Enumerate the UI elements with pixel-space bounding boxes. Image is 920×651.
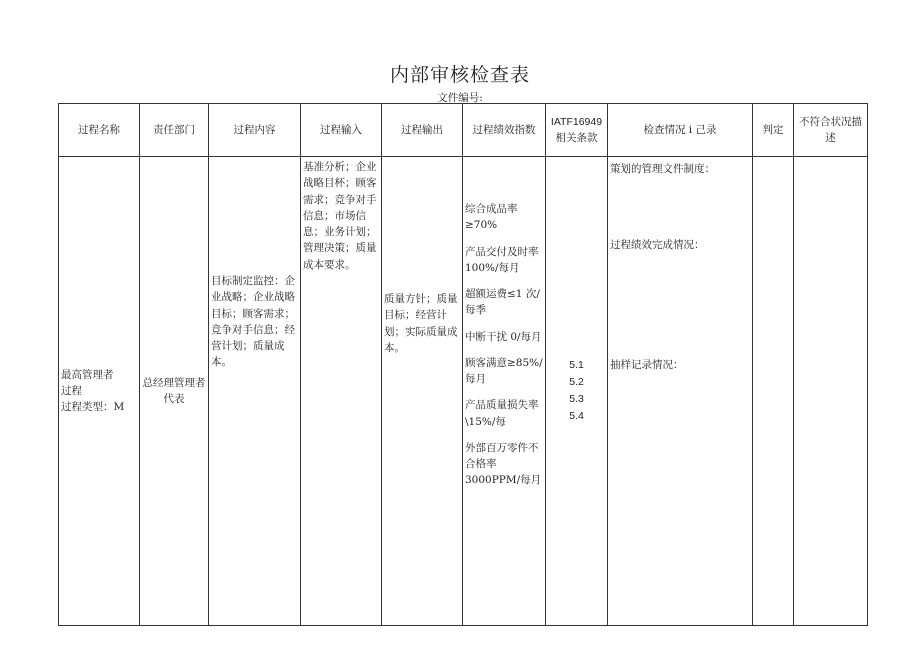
table-row [59, 157, 868, 626]
cell-process-output: 质量方针；质量目标；经营计划；实际质量成本。 [382, 157, 463, 626]
kpi-item: 产品质量损失率\15%/每 [465, 399, 539, 428]
header-process-content: 过程内容 [209, 104, 301, 157]
cell-process-name [59, 157, 140, 626]
header-judgement: 判定 [753, 104, 794, 157]
header-check-record: 检查情况 i 己录 [608, 104, 753, 157]
header-process-output: 过程输出 [382, 104, 463, 157]
cell-kpi [463, 157, 546, 626]
process-type-line: 过程类型：M [61, 401, 125, 414]
cell-judgement [753, 157, 794, 626]
header-process-input: 过程输入 [301, 104, 382, 157]
cell-process-content: 目标制定监控：企业战略；企业战略目标；顾客需求；竞争对手信息；经营计划；质量成本。 [209, 157, 301, 626]
header-process-name: 过程名称 [59, 104, 140, 157]
kpi-item: 外部百万零件不合格率3000PPM/每月 [465, 441, 542, 487]
kpi-item: 产品交付及时率100%/每月 [465, 245, 539, 274]
clause-item: 5.3 [569, 393, 584, 405]
header-iatf-clause: IATF16949相关条款 [546, 104, 608, 157]
page-title: 内部审核检查表 [389, 64, 530, 86]
audit-checklist-table [58, 103, 868, 626]
header-row [59, 104, 868, 157]
clause-item: 5.4 [569, 409, 584, 422]
check-performance: 过程绩效完成情况： [610, 239, 705, 252]
doc-number-label: 文件编号: [437, 92, 483, 104]
cell-process-input: 基准分析；企业战略目杯；顾客需求；竞争对手信息；市场信息；业务计划；管理决策；质量成本要求。 [301, 157, 382, 626]
header-nonconformity: 不符合状况描述 [794, 104, 868, 157]
clause-item: 5.2 [569, 376, 584, 389]
check-sampling: 抽样记录情况： [610, 358, 684, 371]
cell-check-record [608, 157, 753, 626]
check-planned-docs: 策划的管理文件制度： [610, 163, 715, 175]
cell-department: 总经理管理者代表 [140, 157, 209, 626]
process-name-line: 过程 [61, 384, 82, 397]
clause-item: 5.1 [569, 359, 584, 372]
kpi-item: 综合成品率≥70% [465, 203, 518, 232]
header-department: 责任部门 [140, 104, 209, 157]
cell-iatf-clauses [546, 157, 608, 626]
kpi-item: 中断干扰 0/每月 [465, 330, 542, 343]
process-name-line: 最高管理者 [61, 368, 114, 381]
header-kpi: 过程绩效指数 [463, 104, 546, 157]
kpi-item: 超额运费≤1 次/每季 [465, 288, 540, 317]
kpi-item: 顾客满意≥85%/每月 [465, 356, 543, 386]
cell-nonconformity [794, 157, 868, 626]
